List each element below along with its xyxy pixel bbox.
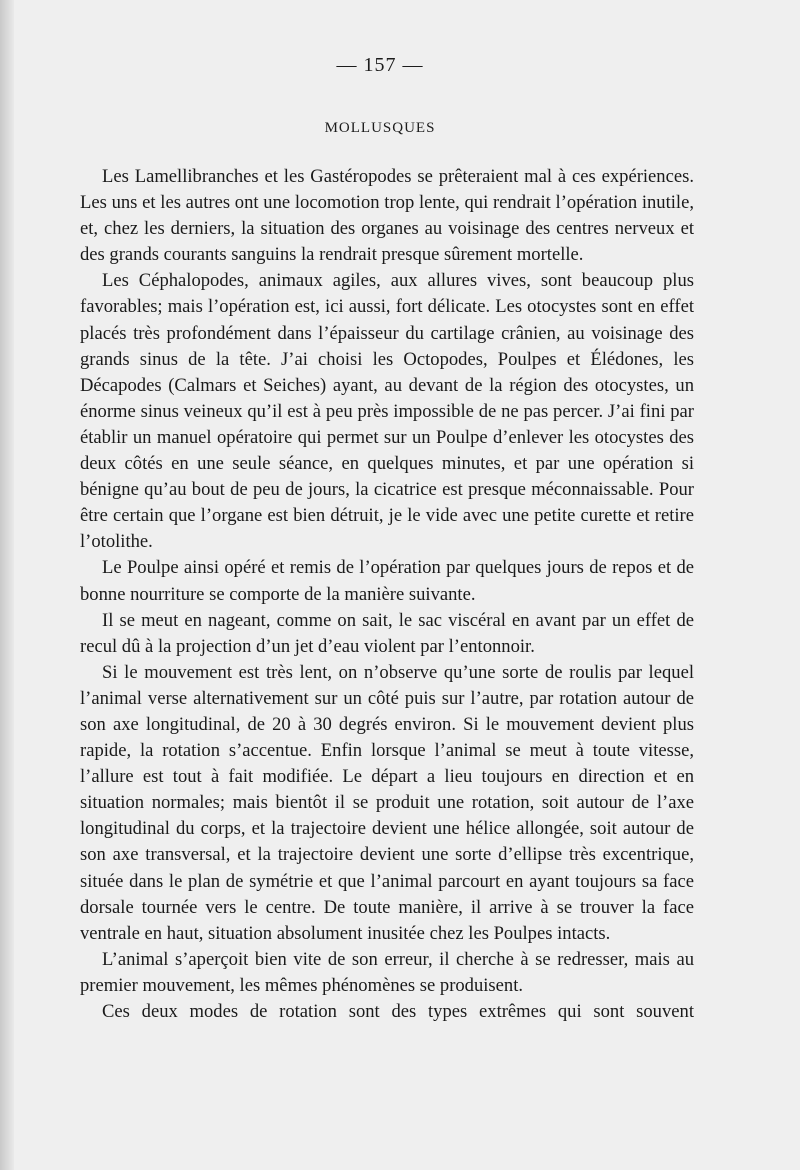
- page-number: — 157 —: [336, 54, 424, 76]
- paragraph: L’animal s’aperçoit bien vite de son erreur, il cherche à se redresser, mais au premier mouvement, les mêmes phénomènes se produisent.: [80, 948, 694, 996]
- paragraph: Les Céphalopodes, animaux agiles, aux allures vives, sont beaucoup plus favorables; mais l’opération est, ici aussi, fort délicate. Les otocystes sont en effet placés très profondément dans l’épaisseur du cartilage crânien, au voisinage des grands sinus de la tête. J’ai choisi les Octopodes, Poulpes et Élédones, les Décapodes (Calmars et Seiches) ayant, au devant de la région des otocystes, un énorme sinus veineux qu’il est à peu près impossible de ne pas percer. J’ai fini par établir un manuel opératoire qui permet sur un Poulpe d’enlever les otocystes des deux côtés en une seule séance, en quelques minutes, et par une opération si bénigne qu’au bout de peu de jours, la cicatrice est presque méconnaissable. Pour être certain que l’organe est bien détruit, je le vide avec une petite curette et retire l’otolithe.: [80, 270, 694, 553]
- running-head: MOLLUSQUES: [324, 120, 436, 136]
- paragraph: Le Poulpe ainsi opéré et remis de l’opération par quelques jours de repos et de bonne nourriture se comporte de la manière suivante.: [80, 557, 694, 605]
- paragraph: Ces deux modes de rotation sont des types extrêmes qui sont souvent: [102, 1001, 694, 1022]
- paragraph: Si le mouvement est très lent, on n’observe qu’une sorte de roulis par lequel l’animal verse alternativement sur un côté puis sur l’autre, par rotation autour de son axe longitudinal, de 20 à 30 degrés environ. Si le mouvement devient plus rapide, la rotation s’accentue. Enfin lorsque l’animal se meut à toute vitesse, l’allure est tout à fait modifiée. Le départ a lieu toujours en direction et en situation normales; mais bientôt il se produit une rotation, soit autour de l’axe longitudinal du corps, et la trajectoire devient une hélice allongée, soit autour de son axe transversal, et la trajectoire devient une sorte d’ellipse très excentrique, située dans le plan de symétrie et que l’animal parcourt en ayant toujours sa face dorsale tournée vers le centre. De toute manière, il arrive à se trouver la face ventrale en haut, situation absolument inusitée chez les Poulpes intacts.: [80, 661, 694, 944]
- paragraph: Il se meut en nageant, comme on sait, le sac viscéral en avant par un effet de recul dû à la projection d’un jet d’eau violent par l’entonnoir.: [80, 609, 694, 657]
- body-text: [80, 164, 694, 1025]
- page-edge-shadow: [0, 0, 14, 1170]
- paragraph: Les Lamellibranches et les Gastéropodes se prêteraient mal à ces expériences. Les uns et les autres ont une locomotion trop lente, qui rendrait l’opération inutile, et, chez les derniers, la situation des organes au voisinage des centres nerveux et des grands courants sanguins la rendrait presque sûrement mortelle.: [80, 166, 694, 266]
